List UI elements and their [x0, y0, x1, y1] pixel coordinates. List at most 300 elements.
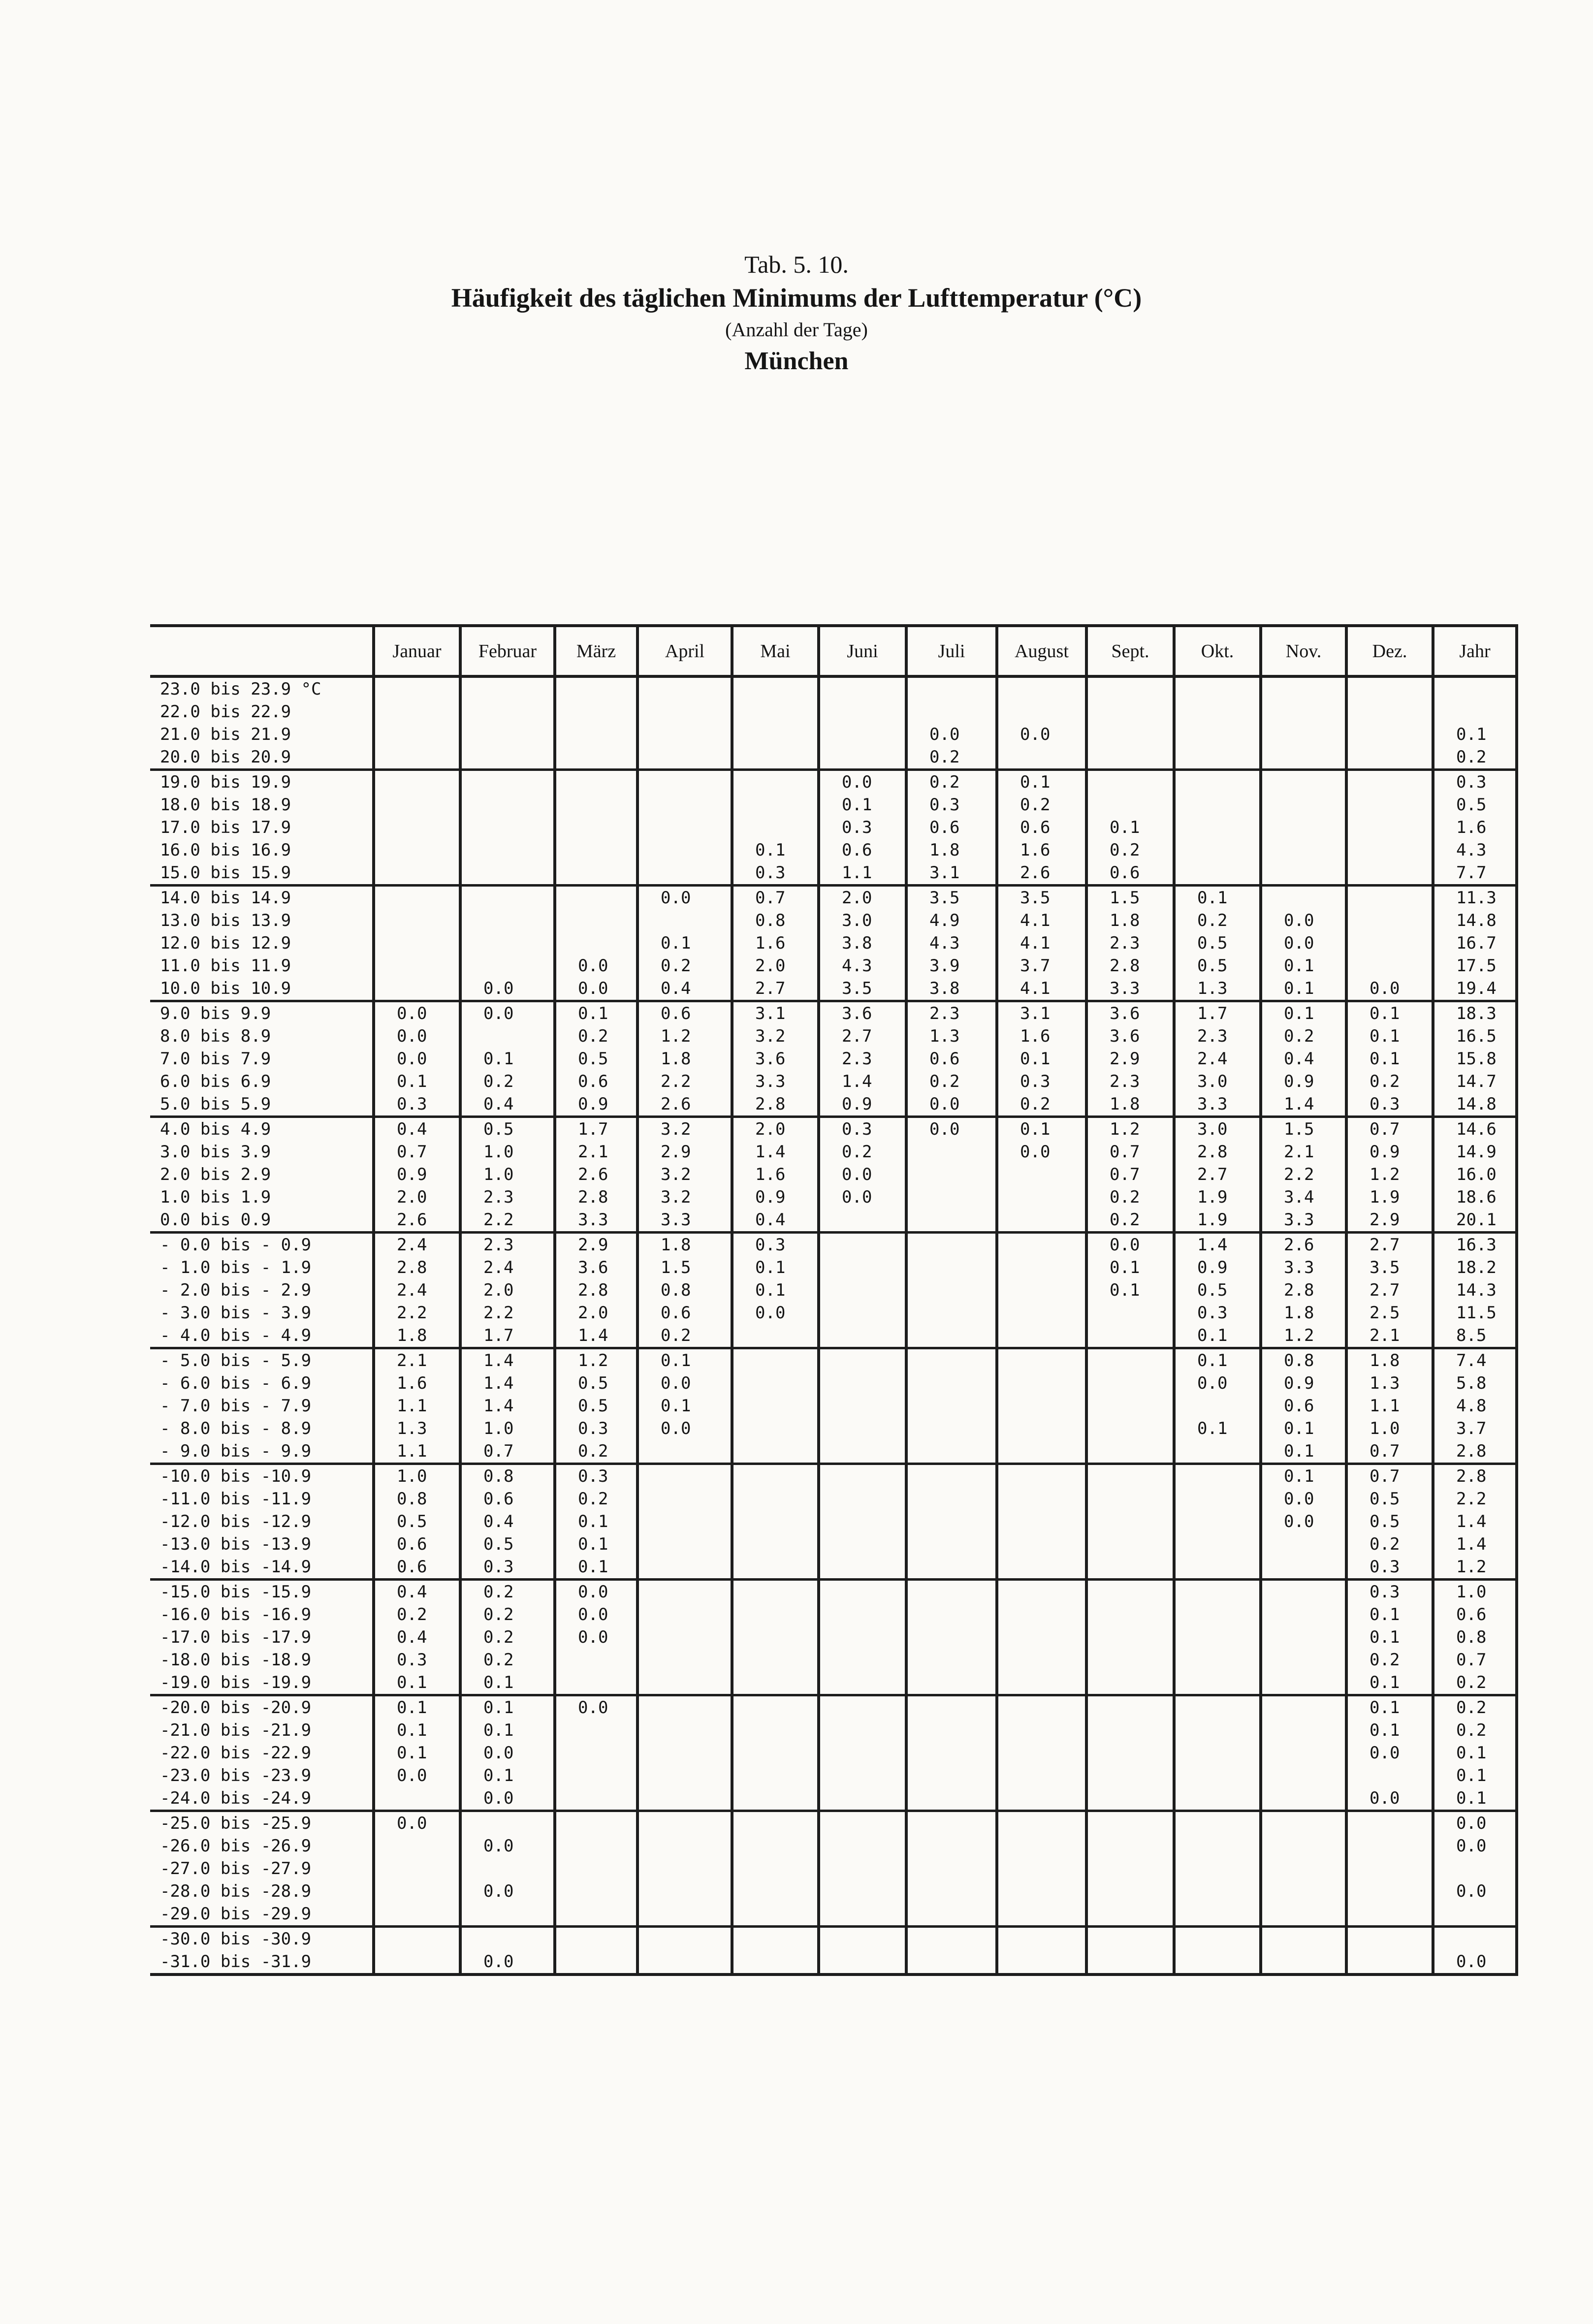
value-cell [374, 723, 460, 746]
value-cell: 2.8 [1433, 1464, 1517, 1488]
value-cell: 3.5 [819, 977, 906, 1001]
range-label: - 9.0 bis - 9.9 [150, 1440, 374, 1464]
value-cell: 0.5 [1433, 794, 1517, 816]
value-cell: 1.5 [1261, 1117, 1346, 1141]
value-cell [1086, 1695, 1174, 1719]
value-cell [906, 1880, 997, 1903]
value-cell [732, 1464, 819, 1488]
value-cell [906, 1857, 997, 1880]
value-cell: 0.4 [374, 1117, 460, 1141]
value-cell: 14.3 [1433, 1279, 1517, 1302]
value-cell: 0.1 [1433, 1764, 1517, 1787]
value-cell: 0.5 [460, 1533, 555, 1556]
value-cell [374, 700, 460, 723]
value-cell [997, 1464, 1086, 1488]
range-label: 17.0 bis 17.9 [160, 818, 291, 837]
value-cell: 2.0 [460, 1279, 555, 1302]
table-row [150, 932, 1517, 955]
value-cell: 0.1 [1346, 1695, 1433, 1719]
value-cell [555, 676, 637, 700]
value-cell [1174, 1556, 1261, 1580]
value-cell [1174, 676, 1261, 700]
range-label: 21.0 bis 21.9 [160, 725, 291, 744]
value-cell: 0.0 [1346, 1787, 1433, 1811]
value-cell [637, 816, 732, 839]
value-cell [1261, 839, 1346, 861]
value-cell [1261, 1649, 1346, 1671]
value-cell [1086, 1556, 1174, 1580]
table-row [150, 1372, 1517, 1395]
value-cell: 1.8 [374, 1324, 460, 1348]
value-cell [555, 886, 637, 910]
value-cell [732, 1880, 819, 1903]
value-cell: 1.3 [906, 1025, 997, 1048]
value-cell [637, 1695, 732, 1719]
value-cell: 3.7 [997, 955, 1086, 977]
value-cell: 1.3 [1174, 977, 1261, 1001]
value-cell [819, 1302, 906, 1324]
range-label: 9.0 bis 9.9 [160, 1004, 271, 1023]
value-cell: 3.6 [732, 1048, 819, 1070]
table-row [150, 1719, 1517, 1742]
value-cell: 0.9 [1261, 1070, 1346, 1093]
value-cell [637, 723, 732, 746]
value-cell [732, 700, 819, 723]
value-cell: 3.1 [732, 1001, 819, 1025]
value-cell [732, 1787, 819, 1811]
value-cell: 1.6 [732, 1163, 819, 1186]
value-cell: 3.2 [637, 1186, 732, 1209]
table-row [150, 1903, 1517, 1927]
value-cell: 0.2 [460, 1626, 555, 1649]
value-cell [997, 1626, 1086, 1649]
value-cell [1174, 1488, 1261, 1510]
table-row [150, 1857, 1517, 1880]
value-cell: 0.1 [1086, 816, 1174, 839]
value-cell [555, 1880, 637, 1903]
range-label: -23.0 bis -23.9 [160, 1766, 312, 1785]
table-header-row [150, 626, 1517, 676]
value-cell [1086, 770, 1174, 794]
column-header: Okt. [1174, 626, 1261, 676]
value-cell: 3.3 [1261, 1256, 1346, 1279]
table-row [150, 1626, 1517, 1649]
value-cell [732, 770, 819, 794]
value-cell [1346, 1857, 1433, 1880]
table-row [150, 1671, 1517, 1695]
value-cell: 1.0 [460, 1417, 555, 1440]
value-cell [1346, 723, 1433, 746]
value-cell: 1.1 [374, 1440, 460, 1464]
value-cell: 0.2 [460, 1070, 555, 1093]
value-cell [1261, 1603, 1346, 1626]
value-cell [732, 1835, 819, 1857]
value-cell [1174, 794, 1261, 816]
value-cell [374, 1857, 460, 1880]
value-cell: 0.2 [1433, 746, 1517, 770]
value-cell: 0.2 [555, 1025, 637, 1048]
value-cell [555, 700, 637, 723]
value-cell [1086, 1488, 1174, 1510]
value-cell [906, 1533, 997, 1556]
value-cell [906, 700, 997, 723]
value-cell: 0.3 [555, 1417, 637, 1440]
value-cell: 0.2 [997, 794, 1086, 816]
value-cell [997, 1209, 1086, 1233]
value-cell: 1.6 [997, 1025, 1086, 1048]
value-cell [732, 1510, 819, 1533]
value-cell: 1.8 [906, 839, 997, 861]
value-cell: 0.7 [1346, 1440, 1433, 1464]
value-cell [374, 909, 460, 932]
value-cell: 1.4 [732, 1141, 819, 1163]
value-cell [819, 1256, 906, 1279]
value-cell [732, 816, 819, 839]
table-row [150, 1603, 1517, 1626]
table-row [150, 1417, 1517, 1440]
value-cell: 0.0 [637, 1417, 732, 1440]
value-cell [1174, 1764, 1261, 1787]
range-label: - 6.0 bis - 6.9 [160, 1373, 312, 1393]
value-cell [819, 676, 906, 700]
value-cell [906, 1464, 997, 1488]
value-cell: 1.2 [1433, 1556, 1517, 1580]
value-cell: 0.4 [732, 1209, 819, 1233]
value-cell: 0.0 [555, 1603, 637, 1626]
value-cell [1174, 816, 1261, 839]
table-row [150, 1695, 1517, 1719]
value-cell [732, 1580, 819, 1604]
value-cell [1346, 839, 1433, 861]
range-label: -26.0 bis -26.9 [160, 1836, 312, 1856]
value-cell: 0.7 [1086, 1141, 1174, 1163]
range-label: - 0.0 bis - 0.9 [160, 1235, 312, 1255]
value-cell [906, 1279, 997, 1302]
value-cell: 0.1 [1346, 1603, 1433, 1626]
value-cell: 0.2 [906, 746, 997, 770]
value-cell: 0.9 [819, 1093, 906, 1117]
range-label: -20.0 bis -20.9 [160, 1698, 312, 1718]
value-cell: 0.6 [374, 1533, 460, 1556]
range-label: - 5.0 bis - 5.9 [160, 1351, 312, 1370]
value-cell: 1.7 [460, 1324, 555, 1348]
value-cell: 0.6 [906, 1048, 997, 1070]
value-cell [460, 955, 555, 977]
value-cell: 0.3 [906, 794, 997, 816]
value-cell [1086, 1372, 1174, 1395]
value-cell: 2.8 [555, 1279, 637, 1302]
value-cell: 2.8 [1086, 955, 1174, 977]
value-cell [1346, 816, 1433, 839]
value-cell: 1.2 [1346, 1163, 1433, 1186]
value-cell: 0.2 [1346, 1533, 1433, 1556]
value-cell: 2.3 [819, 1048, 906, 1070]
range-label: -15.0 bis -15.9 [160, 1582, 312, 1602]
value-cell [819, 1950, 906, 1974]
value-cell [1086, 1603, 1174, 1626]
value-cell [1174, 1880, 1261, 1903]
column-header: April [637, 626, 732, 676]
range-label: -29.0 bis -29.9 [150, 1903, 374, 1927]
range-label: 14.0 bis 14.9 [160, 888, 291, 908]
value-cell [1174, 1395, 1261, 1417]
value-cell [637, 1440, 732, 1464]
value-cell: 14.6 [1433, 1117, 1517, 1141]
value-cell [1261, 1880, 1346, 1903]
value-cell [637, 1927, 732, 1951]
value-cell [819, 1695, 906, 1719]
value-cell: 0.0 [1086, 1233, 1174, 1257]
value-cell: 0.5 [555, 1395, 637, 1417]
value-cell [637, 1556, 732, 1580]
value-cell: 0.0 [906, 723, 997, 746]
value-cell: 2.2 [637, 1070, 732, 1093]
value-cell [997, 1440, 1086, 1464]
value-cell: 2.7 [1174, 1163, 1261, 1186]
value-cell: 3.3 [1174, 1093, 1261, 1117]
value-cell: 14.8 [1433, 909, 1517, 932]
value-cell: 0.8 [374, 1488, 460, 1510]
value-cell [1261, 770, 1346, 794]
value-cell [1086, 1857, 1174, 1880]
value-cell: 0.1 [1261, 977, 1346, 1001]
value-cell: 2.9 [555, 1233, 637, 1257]
value-cell [1086, 1626, 1174, 1649]
header-cell-range [150, 626, 374, 676]
value-cell: 0.0 [460, 1835, 555, 1857]
station-name: München [744, 347, 849, 375]
value-cell [374, 839, 460, 861]
value-cell [732, 1417, 819, 1440]
value-cell [1346, 1811, 1433, 1835]
table-row [150, 1141, 1517, 1163]
value-cell: 1.4 [460, 1395, 555, 1417]
value-cell [1346, 909, 1433, 932]
value-cell: 1.6 [1433, 816, 1517, 839]
value-cell: 0.3 [555, 1464, 637, 1488]
value-cell: 0.2 [997, 1093, 1086, 1117]
value-cell: 3.3 [732, 1070, 819, 1093]
value-cell: 1.7 [1174, 1001, 1261, 1025]
value-cell: 0.4 [374, 1626, 460, 1649]
value-cell [374, 770, 460, 794]
value-cell [637, 1464, 732, 1488]
value-cell [997, 1256, 1086, 1279]
value-cell [374, 1880, 460, 1903]
value-cell [819, 1742, 906, 1764]
range-label: 22.0 bis 22.9 [160, 702, 291, 722]
value-cell: 0.1 [374, 1695, 460, 1719]
value-cell [732, 1324, 819, 1348]
value-cell: 2.7 [1346, 1279, 1433, 1302]
value-cell [1086, 1671, 1174, 1695]
value-cell: 0.1 [1346, 1025, 1433, 1048]
table-row [150, 723, 1517, 746]
value-cell [460, 1025, 555, 1048]
value-cell: 0.3 [819, 1117, 906, 1141]
value-cell [374, 886, 460, 910]
value-cell: 0.5 [1346, 1488, 1433, 1510]
value-cell: 0.2 [637, 1324, 732, 1348]
value-cell [997, 1695, 1086, 1719]
value-cell: 0.5 [1174, 1279, 1261, 1302]
value-cell [997, 1903, 1086, 1927]
value-cell [1346, 886, 1433, 910]
value-cell [374, 955, 460, 977]
value-cell: 0.1 [555, 1533, 637, 1556]
value-cell: 0.1 [732, 839, 819, 861]
value-cell: 3.1 [997, 1001, 1086, 1025]
value-cell [1433, 1857, 1517, 1880]
range-label: -21.0 bis -21.9 [160, 1720, 312, 1740]
value-cell [1174, 1464, 1261, 1488]
value-cell [997, 1163, 1086, 1186]
value-cell [906, 1671, 997, 1695]
value-cell: 14.7 [1433, 1070, 1517, 1093]
value-cell [460, 1927, 555, 1951]
value-cell [1174, 839, 1261, 861]
value-cell: 0.1 [732, 1279, 819, 1302]
value-cell: 0.2 [555, 1488, 637, 1510]
range-label: 20.0 bis 20.9 [150, 746, 374, 770]
value-cell: 20.1 [1433, 1209, 1517, 1233]
table-row [150, 1927, 1517, 1951]
value-cell [1086, 1440, 1174, 1464]
value-cell [997, 1927, 1086, 1951]
value-cell: 0.1 [997, 1117, 1086, 1141]
value-cell [819, 723, 906, 746]
value-cell: 3.6 [1086, 1025, 1174, 1048]
value-cell: 0.3 [374, 1093, 460, 1117]
value-cell: 2.3 [1174, 1025, 1261, 1048]
value-cell [1086, 1580, 1174, 1604]
value-cell: 1.4 [1433, 1510, 1517, 1533]
value-cell [637, 770, 732, 794]
value-cell [1346, 746, 1433, 770]
value-cell: 2.3 [460, 1233, 555, 1257]
value-cell [906, 1302, 997, 1324]
value-cell: 2.0 [374, 1186, 460, 1209]
range-label: -16.0 bis -16.9 [160, 1605, 312, 1624]
table-row [150, 1742, 1517, 1764]
value-cell: 0.6 [374, 1556, 460, 1580]
value-cell [637, 1671, 732, 1695]
table-row [150, 1880, 1517, 1903]
value-cell [1086, 1719, 1174, 1742]
value-cell [819, 1626, 906, 1649]
value-cell: 0.1 [1261, 1001, 1346, 1025]
value-cell: 1.3 [374, 1417, 460, 1440]
value-cell [819, 1835, 906, 1857]
value-cell [819, 1209, 906, 1233]
value-cell: 3.2 [732, 1025, 819, 1048]
value-cell [637, 1533, 732, 1556]
value-cell [906, 1556, 997, 1580]
value-cell: 0.6 [637, 1302, 732, 1324]
value-cell [732, 1903, 819, 1927]
value-cell: 0.1 [997, 1048, 1086, 1070]
value-cell: 1.5 [637, 1256, 732, 1279]
value-cell: 5.8 [1433, 1372, 1517, 1395]
value-cell [1346, 676, 1433, 700]
value-cell: 0.6 [906, 816, 997, 839]
value-cell: 0.1 [555, 1556, 637, 1580]
range-label: 10.0 bis 10.9 [150, 977, 374, 1001]
value-cell [819, 1324, 906, 1348]
value-cell [1261, 1626, 1346, 1649]
value-cell [460, 886, 555, 910]
table-row [150, 770, 1517, 794]
value-cell [555, 1927, 637, 1951]
value-cell: 17.5 [1433, 955, 1517, 977]
value-cell: 0.5 [555, 1048, 637, 1070]
value-cell: 2.3 [1086, 932, 1174, 955]
value-cell [997, 1533, 1086, 1556]
value-cell [819, 1927, 906, 1951]
value-cell [555, 1857, 637, 1880]
value-cell [819, 1440, 906, 1464]
table-row [150, 1093, 1517, 1117]
value-cell: 0.0 [460, 1787, 555, 1811]
table-row [150, 1048, 1517, 1070]
value-cell [1086, 1533, 1174, 1556]
value-cell: 0.1 [997, 770, 1086, 794]
value-cell: 0.6 [637, 1001, 732, 1025]
range-label: 0.0 bis 0.9 [150, 1209, 374, 1233]
value-cell: 0.2 [1174, 909, 1261, 932]
table-row [150, 1070, 1517, 1093]
value-cell: 0.1 [374, 1671, 460, 1695]
value-cell [555, 1742, 637, 1764]
value-cell [1174, 1857, 1261, 1880]
value-cell: 2.1 [1346, 1324, 1433, 1348]
value-cell [374, 1950, 460, 1974]
value-cell [732, 794, 819, 816]
value-cell: 0.6 [819, 839, 906, 861]
value-cell: 0.6 [460, 1488, 555, 1510]
value-cell: 0.0 [637, 1372, 732, 1395]
value-cell: 0.0 [555, 955, 637, 977]
value-cell [555, 932, 637, 955]
value-cell: 4.1 [997, 977, 1086, 1001]
value-cell [460, 909, 555, 932]
value-cell: 4.3 [1433, 839, 1517, 861]
value-cell [555, 1787, 637, 1811]
value-cell [997, 1348, 1086, 1372]
range-label: -24.0 bis -24.9 [150, 1787, 374, 1811]
value-cell: 1.6 [997, 839, 1086, 861]
value-cell [1174, 746, 1261, 770]
value-cell [819, 700, 906, 723]
value-cell [1346, 1927, 1433, 1951]
value-cell: 0.3 [732, 861, 819, 886]
range-label: -30.0 bis -30.9 [160, 1929, 312, 1949]
value-cell: 8.5 [1433, 1324, 1517, 1348]
range-label: 11.0 bis 11.9 [160, 956, 291, 976]
value-cell [819, 1233, 906, 1257]
value-cell [906, 1835, 997, 1857]
value-cell [1433, 1903, 1517, 1927]
value-cell: 0.8 [1261, 1348, 1346, 1372]
value-cell [997, 1880, 1086, 1903]
value-cell: 0.0 [460, 1950, 555, 1974]
range-label: -31.0 bis -31.9 [150, 1950, 374, 1974]
value-cell: 0.0 [460, 977, 555, 1001]
value-cell [1174, 770, 1261, 794]
value-cell: 4.1 [997, 909, 1086, 932]
value-cell [1174, 1626, 1261, 1649]
value-cell: 0.4 [1261, 1048, 1346, 1070]
